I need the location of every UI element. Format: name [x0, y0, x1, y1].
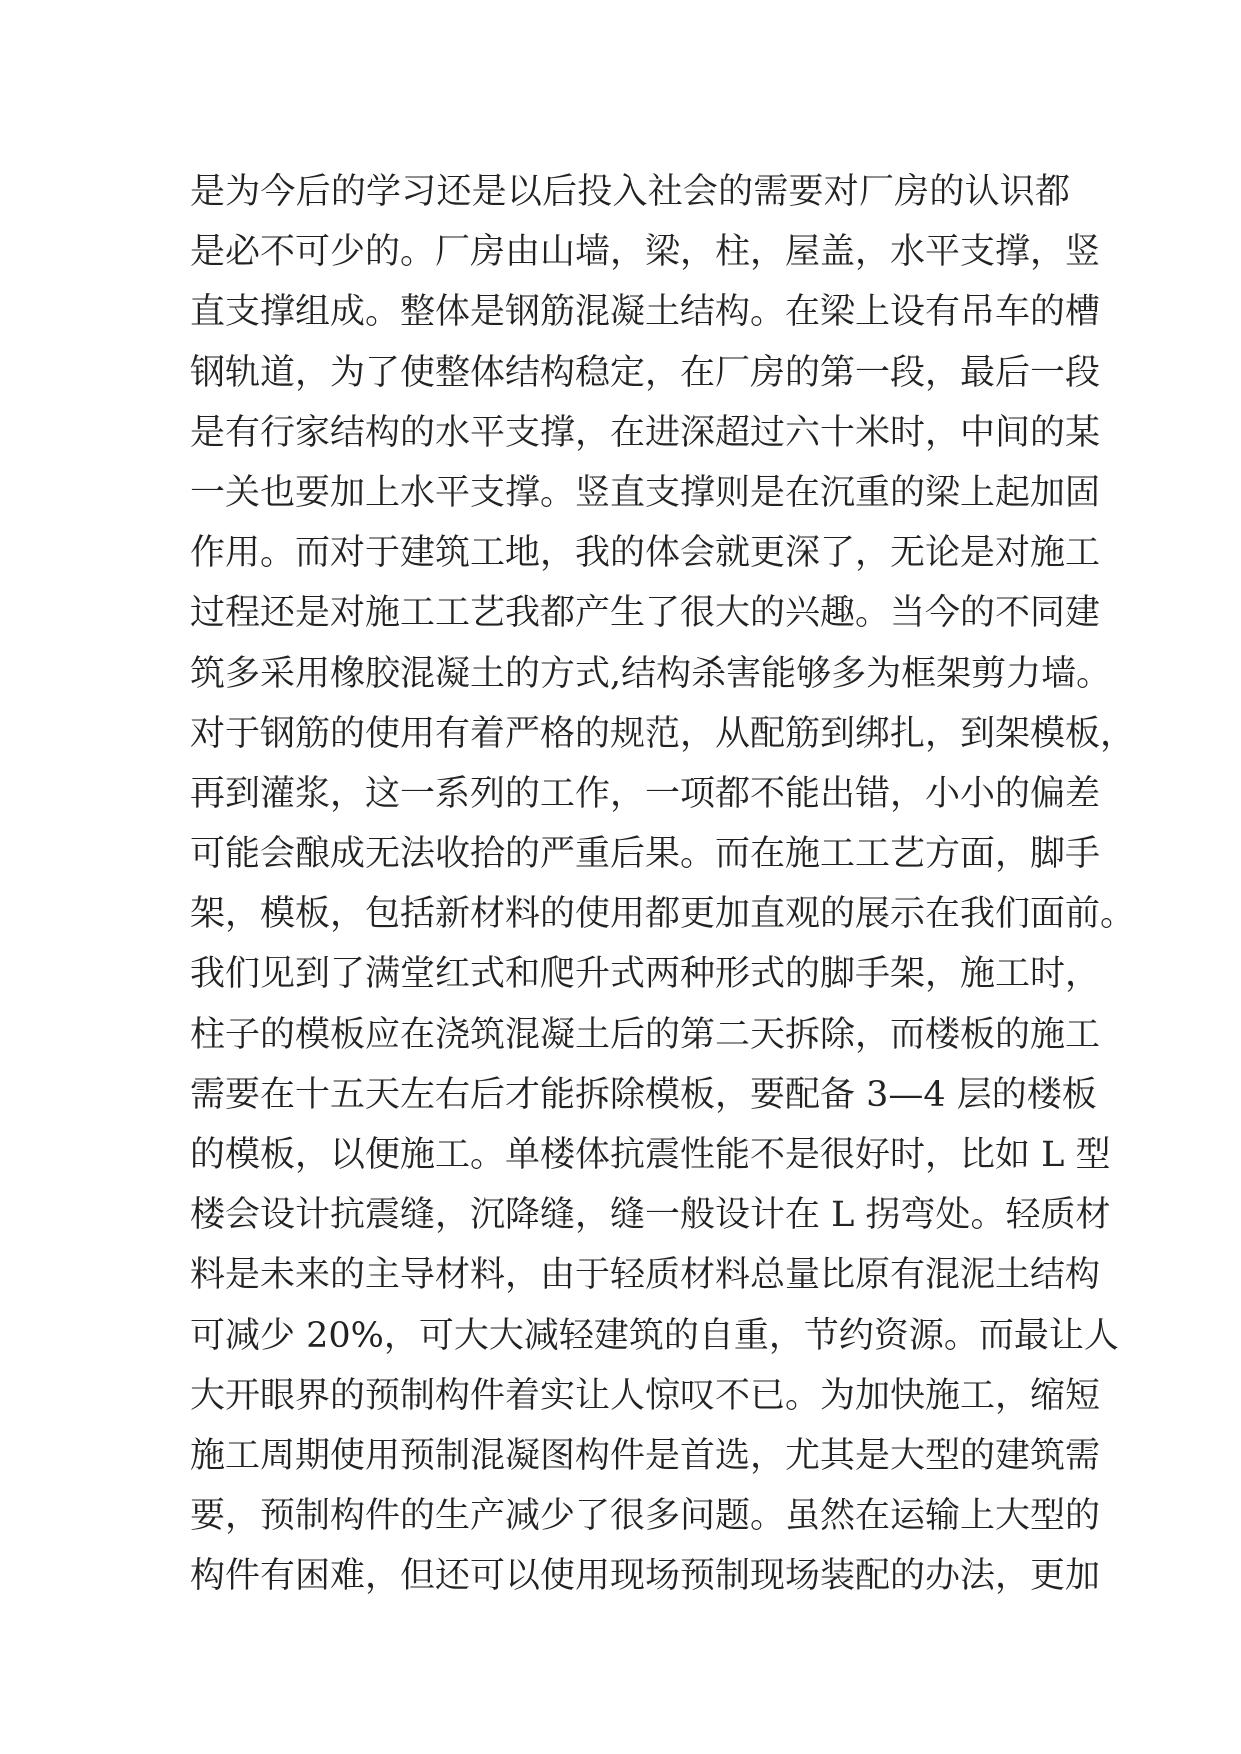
text-line: 架，模板，包括新材料的使用都更加直观的展示在我们面前。 — [190, 894, 1136, 935]
body-text — [190, 162, 1136, 1607]
text-line: 筑多采用橡胶混凝土的方式,结构杀害能够多为框架剪力墙。 — [190, 653, 1112, 694]
text-line: 过程还是对施工工艺我都产生了很大的兴趣。当今的不同建 — [190, 593, 1101, 634]
text-line: 再到灌浆，这一系列的工作，一项都不能出错，小小的偏差 — [190, 773, 1101, 814]
text-line: 可能会酿成无法收拾的严重后果。而在施工工艺方面，脚手 — [190, 834, 1101, 875]
text-line: 作用。而对于建筑工地，我的体会就更深了，无论是对施工 — [190, 533, 1101, 574]
text-line: 我们见到了满堂红式和爬升式两种形式的脚手架，施工时， — [190, 954, 1101, 995]
text-line: 可减少 20%，可大大减轻建筑的自重，节约资源。而最让人 — [190, 1315, 1119, 1356]
text-line: 是必不可少的。厂房由山墙，梁，柱，屋盖，水平支撑，竖 — [190, 232, 1101, 273]
text-line: 要，预制构件的生产减少了很多问题。虽然在运输上大型的 — [190, 1496, 1101, 1537]
text-line: 构件有困难，但还可以使用现场预制现场装配的办法，更加 — [190, 1556, 1101, 1597]
text-line: 需要在十五天左右后才能拆除模板，要配备 3—4 层的楼板 — [190, 1074, 1097, 1115]
text-line: 大开眼界的预制构件着实让人惊叹不已。为加快施工，缩短 — [190, 1375, 1101, 1416]
text-line: 柱子的模板应在浇筑混凝土后的第二天拆除，而楼板的施工 — [190, 1014, 1101, 1055]
text-line: 直支撑组成。整体是钢筋混凝土结构。在梁上设有吊车的槽 — [190, 292, 1101, 333]
text-line: 对于钢筋的使用有着严格的规范，从配筋到绑扎，到架模板， — [190, 713, 1136, 754]
text-line: 料是未来的主导材料，由于轻质材料总量比原有混泥土结构 — [190, 1255, 1101, 1296]
text-line: 的模板，以便施工。单楼体抗震性能不是很好时，比如 L 型 — [190, 1135, 1111, 1175]
text-line: 楼会设计抗震缝，沉降缝，缝一般设计在 L 拐弯处。轻质材 — [190, 1195, 1111, 1236]
text-line: 是为今后的学习还是以后投入社会的需要对厂房的认识都 — [190, 172, 1070, 212]
text-line: 一关也要加上水平支撑。竖直支撑则是在沉重的梁上起加固 — [190, 472, 1101, 513]
text-line: 是有行家结构的水平支撑，在进深超过六十米时，中间的某 — [190, 412, 1101, 453]
text-line: 钢轨道，为了使整体结构稳定，在厂房的第一段，最后一段 — [190, 352, 1101, 393]
text-line: 施工周期使用预制混凝图构件是首选，尤其是大型的建筑需 — [190, 1435, 1101, 1476]
